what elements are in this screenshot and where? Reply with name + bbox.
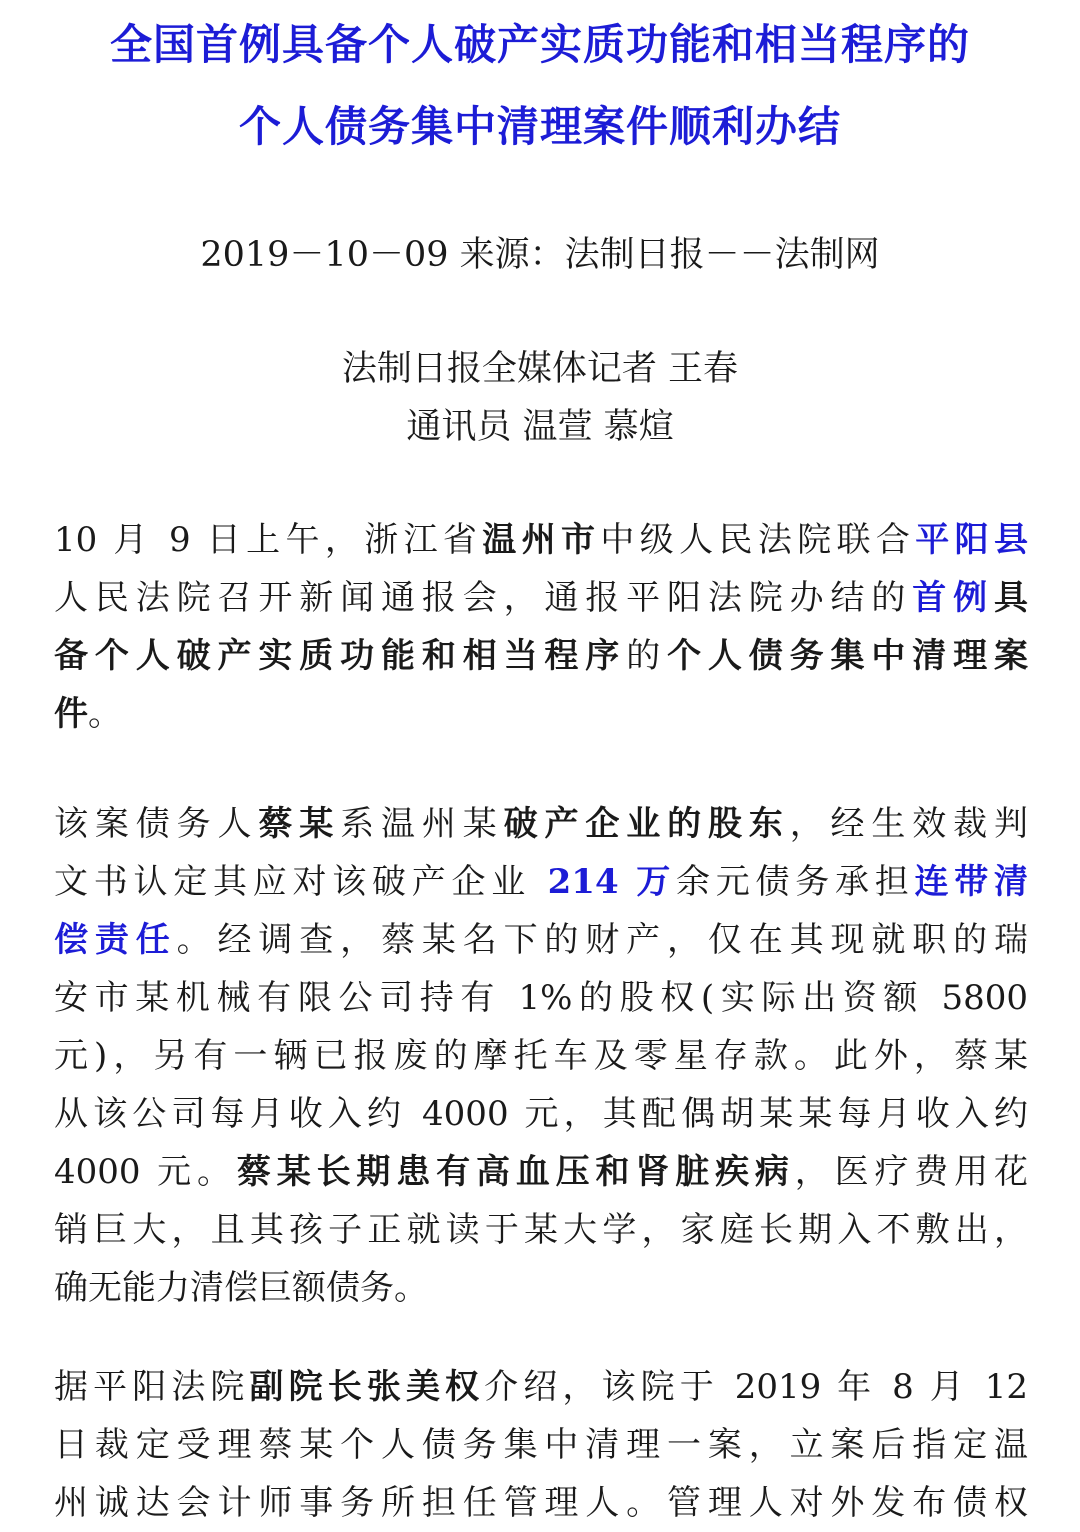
bold-text: 具: [994, 578, 1029, 618]
bold-text: 副院长张美权: [249, 1367, 485, 1407]
paragraph-2: [54, 795, 1028, 1317]
paragraph-3: [54, 1358, 1028, 1532]
article-title-line-1: 全国首例具备个人破产实质功能和相当程序的: [109, 20, 970, 69]
paragraph-line: [54, 569, 1028, 627]
paragraph-line: [54, 511, 1028, 569]
paragraph-line: 从该公司每月收入约 4000 元，其配偶胡某某每月收入约: [54, 1094, 1028, 1134]
highlight-text: 连带清: [914, 862, 1029, 902]
text-run: 的: [626, 636, 668, 676]
paragraph-line: 安市某机械有限公司持有 1%的股权(实际出资额 5800: [54, 978, 1028, 1018]
text-run: 介绍，该院于 2019 年 8 月 12: [484, 1367, 1029, 1407]
highlight-text: 首例: [912, 578, 995, 618]
bold-text: 蔡某长期患有高血压和肾脏疾病: [236, 1152, 795, 1192]
text-run: 文书认定其应对该破产企业: [54, 862, 548, 902]
bold-text: 备个人破产实质功能和相当程序: [54, 636, 627, 676]
dateline: 2019－10－09 来源：法制日报－－法制网: [200, 235, 880, 275]
bold-text: 件: [54, 694, 88, 734]
text-run: 4000 元。: [54, 1152, 237, 1192]
paragraph-line: [54, 795, 1028, 853]
text-run: 。: [88, 694, 122, 734]
highlight-text: 214 万: [547, 862, 676, 902]
bold-text: 个人债务集中清理案: [667, 636, 1029, 676]
highlight-text: 偿责任: [54, 920, 177, 960]
text-run: 系温州某: [340, 804, 504, 844]
text-run: ，经生效裁判: [789, 804, 1029, 844]
correspondent-byline: 通讯员 温萱 慕煊: [406, 407, 674, 447]
text-run: 人民法院召开新闻通报会，通报平阳法院办结的: [54, 578, 913, 618]
text-run: 。经调查，蔡某名下的财产，仅在其现就职的瑞: [176, 920, 1028, 960]
paragraph-line: [54, 627, 1028, 685]
paragraph-line: [54, 685, 1028, 743]
text-run: 余元债务承担: [675, 862, 915, 902]
text-run: 据平阳法院: [54, 1367, 250, 1407]
paragraph-line: [54, 911, 1028, 969]
highlight-text: 平阳县: [915, 520, 1029, 560]
bold-text: 破产企业的股东: [503, 804, 790, 844]
paragraph-line: [54, 853, 1028, 911]
paragraph-line: 销巨大，且其孩子正就读于某大学，家庭长期入不敷出，: [54, 1210, 1028, 1250]
paragraph-line: [54, 1358, 1028, 1416]
paragraph-line: 日裁定受理蔡某个人债务集中清理一案，立案后指定温: [54, 1425, 1028, 1465]
paragraph-line: [54, 1143, 1028, 1201]
paragraph-1: [54, 511, 1028, 743]
text-run: 该案债务人: [54, 804, 259, 844]
text-run: ，医疗费用花: [794, 1152, 1029, 1192]
text-run: 10 月 9 日上午，浙江省: [54, 520, 483, 560]
paragraph-line: 州诚达会计师事务所担任管理人。管理人对外发布债权: [54, 1483, 1028, 1523]
paragraph-line: 元)，另有一辆已报废的摩托车及零星存款。此外，蔡某: [54, 1036, 1028, 1076]
paragraph-line: 确无能力清偿巨额债务。: [54, 1268, 428, 1308]
text-run: 中级人民法院联合: [600, 520, 916, 560]
bold-text: 温州市: [482, 520, 601, 560]
article-title-line-2: 个人债务集中清理案件顺利办结: [238, 102, 841, 151]
bold-text: 蔡某: [258, 804, 341, 844]
reporter-byline: 法制日报全媒体记者 王春: [341, 349, 739, 389]
